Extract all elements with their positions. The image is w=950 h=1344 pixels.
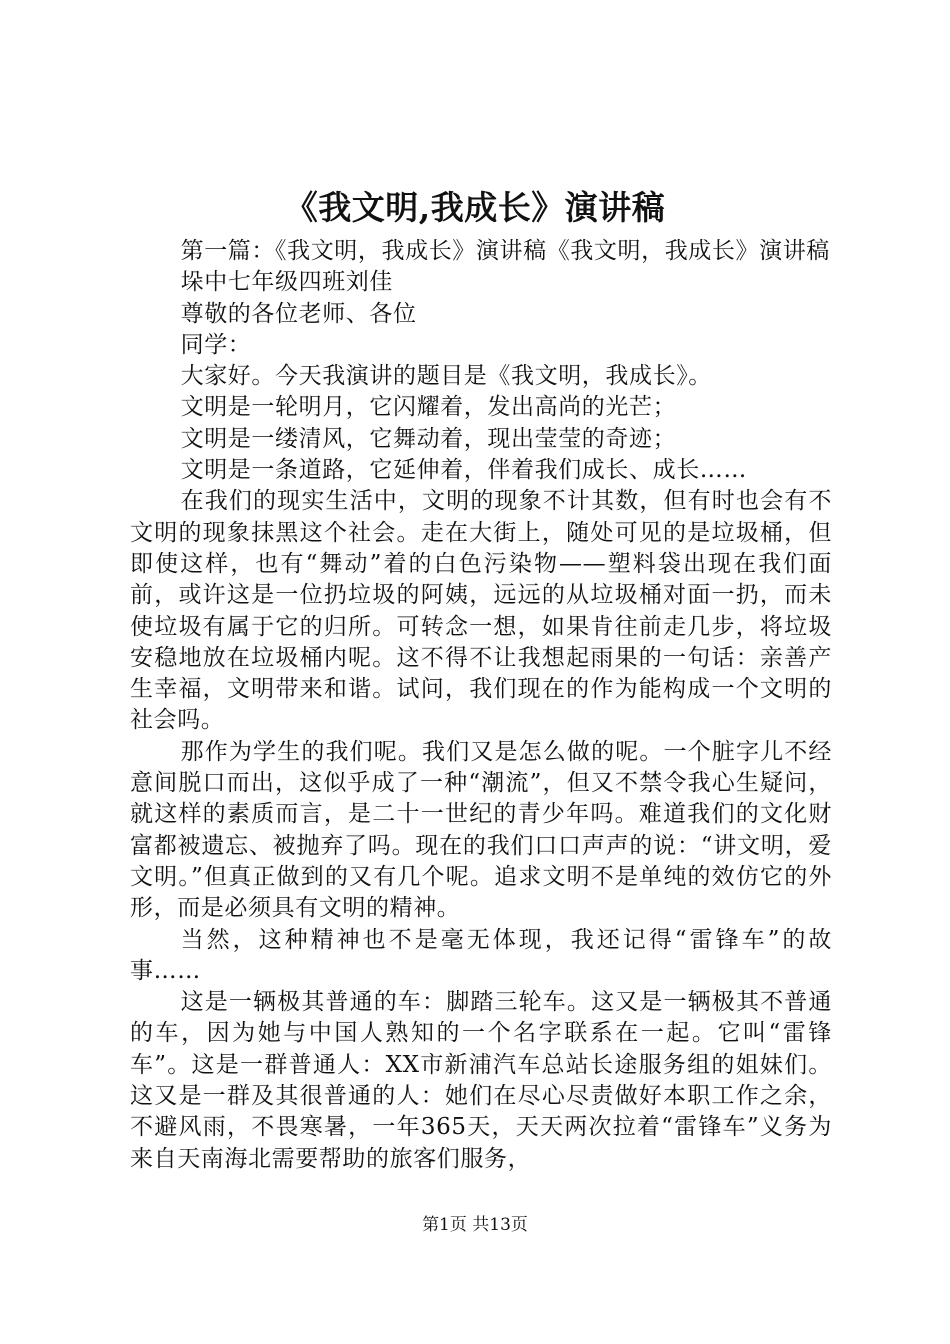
document-body [130,236,832,1175]
paragraph: 第一篇：《我文明，我成长》演讲稿《我文明，我成长》演讲稿 [180,238,830,264]
paragraph: 大家好。今天我演讲的题目是《我文明，我成长》。 [180,363,712,390]
paragraph: 文明是一条道路，它延伸着，伴着我们成长、成长…… [180,457,747,484]
paragraph: 在我们的现实生活中，文明的现象不计其数，但有时也会有不文明的现象抹黑这个社会。走在大街上，随处可见的是垃圾桶，但即使这样，也有“舞动”着的白色污染物——塑料袋出现在我们面前，或许这是一位扔垃圾的阿姨，远远的从垃圾桶对面一扔，而未使垃圾有属于它的归所。可转念一想，如果肯往前走几步，将垃圾安稳地放在垃圾桶内呢。这不得不让我想起雨果的一句话：亲善产生幸福，文明带来和谐。试问，我们现在的作为能构成一个文明的社会吗。 [130,488,832,734]
paragraph: 当然，这种精神也不是毫无体现，我还记得“雷锋车”的故事…… [130,926,832,984]
document-title: 《我文明,我成长》演讲稿 [284,188,666,227]
paragraph: 尊敬的各位老师、各位 [180,300,417,327]
paragraph: 垛中七年级四班刘佳 [180,269,393,296]
paragraph: 那作为学生的我们呢。我们又是怎么做的呢。一个脏字儿不经意间脱口而出，这似乎成了一种“潮流”，但又不禁令我心生疑问，就这样的素质而言，是二十一世纪的青少年吗。难道我们的文化财富都被遗忘、被抛弃了吗。现在的我们口口声声的说：“讲文明，爱文明。”但真正做到的又有几个呢。追求文明不是单纯的效仿它的外形，而是必须具有文明的精神。 [130,738,832,922]
paragraph: 文明是一缕清风，它舞动着，现出莹莹的奇迹； [180,425,677,452]
paragraph: 文明是一轮明月，它闪耀着，发出高尚的光芒； [180,394,677,421]
paragraph: 这是一辆极其普通的车：脚踏三轮车。这又是一辆极其不普通的车，因为她与中国人熟知的一个名字联系在一起。它叫“雷锋车”。这是一群普通人：XX市新浦汽车总站长途服务组的姐妹们。这又是一群及其很普通的人：她们在尽心尽责做好本职工作之余，不避风雨，不畏寒暑，一年365天，天天两次拉着“雷锋车”义务为来自天南海北需要帮助的旅客们服务， [130,989,832,1172]
page-footer: 第1页 共13页 [422,1215,528,1235]
paragraph: 同学： [180,331,252,358]
